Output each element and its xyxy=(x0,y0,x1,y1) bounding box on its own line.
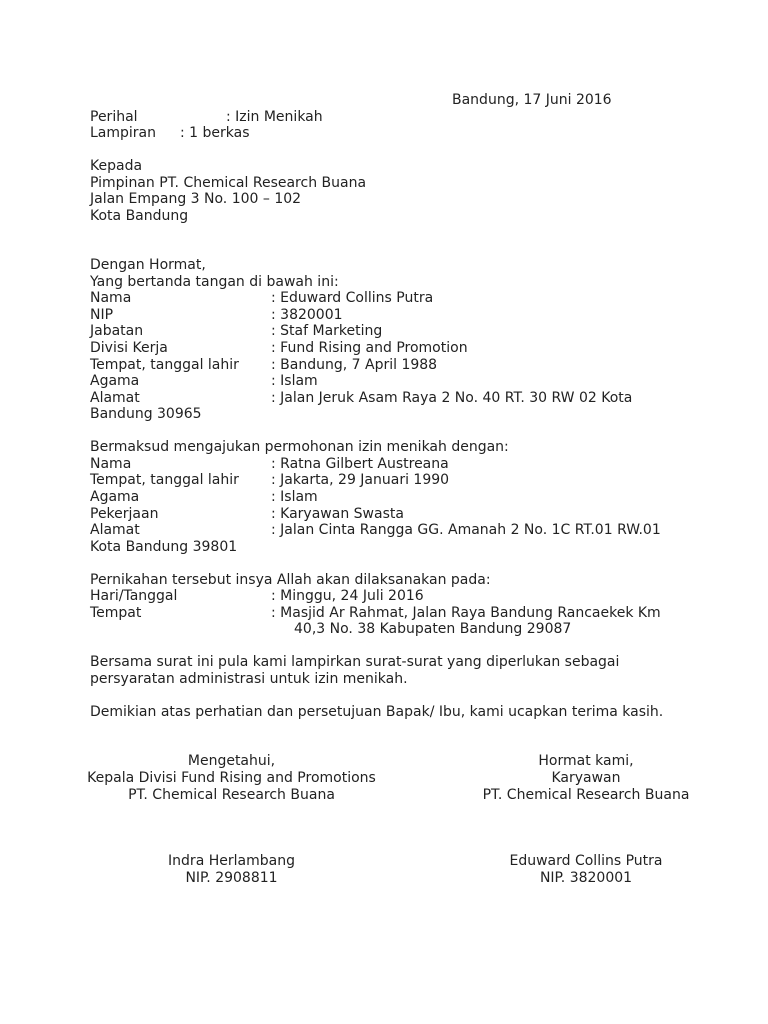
applicant-jabatan-label: Jabatan xyxy=(90,323,144,339)
sign-left-line2: Kepala Divisi Fund Rising and Promotions xyxy=(87,770,376,786)
applicant-agama-label: Agama xyxy=(90,373,140,389)
wedding-hari-value: : Minggu, 24 Juli 2016 xyxy=(271,588,424,604)
partner-alamat-value: : Jalan Cinta Rangga GG. Amanah 2 No. 1C RT.01 RW.01 xyxy=(271,522,661,538)
applicant-ttl-label: Tempat, tanggal lahir xyxy=(90,357,239,373)
closing-line: Demikian atas perhatian dan persetujuan Bapak/ Ibu, kami ucapkan terima kasih. xyxy=(90,704,664,720)
applicant-nama-label: Nama xyxy=(90,290,132,306)
applicant-divisi-label: Divisi Kerja xyxy=(90,340,168,356)
addressee-kepada: Kepada xyxy=(90,158,143,174)
partner-pekerjaan-value: : Karyawan Swasta xyxy=(271,506,404,522)
partner-agama-value: : Islam xyxy=(271,489,318,505)
lampiran-value: : 1 berkas xyxy=(180,125,250,141)
sign-left-line1: Mengetahui, xyxy=(187,753,276,769)
sign-left-nip: NIP. 2908811 xyxy=(185,870,278,886)
addressee-line2: Jalan Empang 3 No. 100 – 102 xyxy=(90,191,302,207)
wedding-tempat-cont: 40,3 No. 38 Kabupaten Bandung 29087 xyxy=(294,621,572,637)
wedding-tempat-label: Tempat xyxy=(90,605,142,621)
wedding-intro: Pernikahan tersebut insya Allah akan dilaksanakan pada: xyxy=(90,572,491,588)
salutation: Dengan Hormat, xyxy=(90,257,206,273)
intro-line: Yang bertanda tangan di bawah ini: xyxy=(90,274,339,290)
partner-alamat-cont: Kota Bandung 39801 xyxy=(90,539,238,555)
partner-pekerjaan-label: Pekerjaan xyxy=(90,506,159,522)
partner-agama-label: Agama xyxy=(90,489,140,505)
applicant-ttl-value: : Bandung, 7 April 1988 xyxy=(271,357,438,373)
perihal-label: Perihal xyxy=(90,109,138,125)
applicant-nip-label: NIP xyxy=(90,307,114,323)
applicant-alamat-label: Alamat xyxy=(90,390,140,406)
purpose-line: Bermaksud mengajukan permohonan izin menikah dengan: xyxy=(90,439,509,455)
partner-ttl-label: Tempat, tanggal lahir xyxy=(90,472,239,488)
sign-right-nip: NIP. 3820001 xyxy=(539,870,633,886)
perihal-value: : Izin Menikah xyxy=(226,109,323,125)
wedding-tempat-value: : Masjid Ar Rahmat, Jalan Raya Bandung Rancaekek Km xyxy=(271,605,661,621)
sign-right-name: Eduward Collins Putra xyxy=(509,853,663,869)
partner-ttl-value: : Jakarta, 29 Januari 1990 xyxy=(271,472,450,488)
applicant-jabatan-value: : Staf Marketing xyxy=(271,323,383,339)
attachment-line2: persyaratan administrasi untuk izin menikah. xyxy=(90,671,408,687)
partner-nama-label: Nama xyxy=(90,456,132,472)
addressee-line1: Pimpinan PT. Chemical Research Buana xyxy=(90,175,367,191)
addressee-line3: Kota Bandung xyxy=(90,208,189,224)
applicant-nip-value: : 3820001 xyxy=(271,307,343,323)
applicant-alamat-cont: Bandung 30965 xyxy=(90,406,202,422)
applicant-divisi-value: : Fund Rising and Promotion xyxy=(271,340,468,356)
date-line: Bandung, 17 Juni 2016 xyxy=(452,92,612,108)
sign-right-line1: Hormat kami, xyxy=(538,753,634,769)
partner-nama-value: : Ratna Gilbert Austreana xyxy=(271,456,449,472)
lampiran-label: Lampiran xyxy=(90,125,157,141)
applicant-alamat-value: : Jalan Jeruk Asam Raya 2 No. 40 RT. 30 RW 02 Kota xyxy=(271,390,633,406)
sign-right-line3: PT. Chemical Research Buana xyxy=(482,787,690,803)
sign-right-line2: Karyawan xyxy=(551,770,621,786)
partner-alamat-label: Alamat xyxy=(90,522,140,538)
sign-left-name: Indra Herlambang xyxy=(168,853,295,869)
applicant-agama-value: : Islam xyxy=(271,373,318,389)
wedding-hari-label: Hari/Tanggal xyxy=(90,588,178,604)
sign-left-line3: PT. Chemical Research Buana xyxy=(128,787,335,803)
attachment-line1: Bersama surat ini pula kami lampirkan surat-surat yang diperlukan sebagai xyxy=(90,654,620,670)
applicant-nama-value: : Eduward Collins Putra xyxy=(271,290,434,306)
